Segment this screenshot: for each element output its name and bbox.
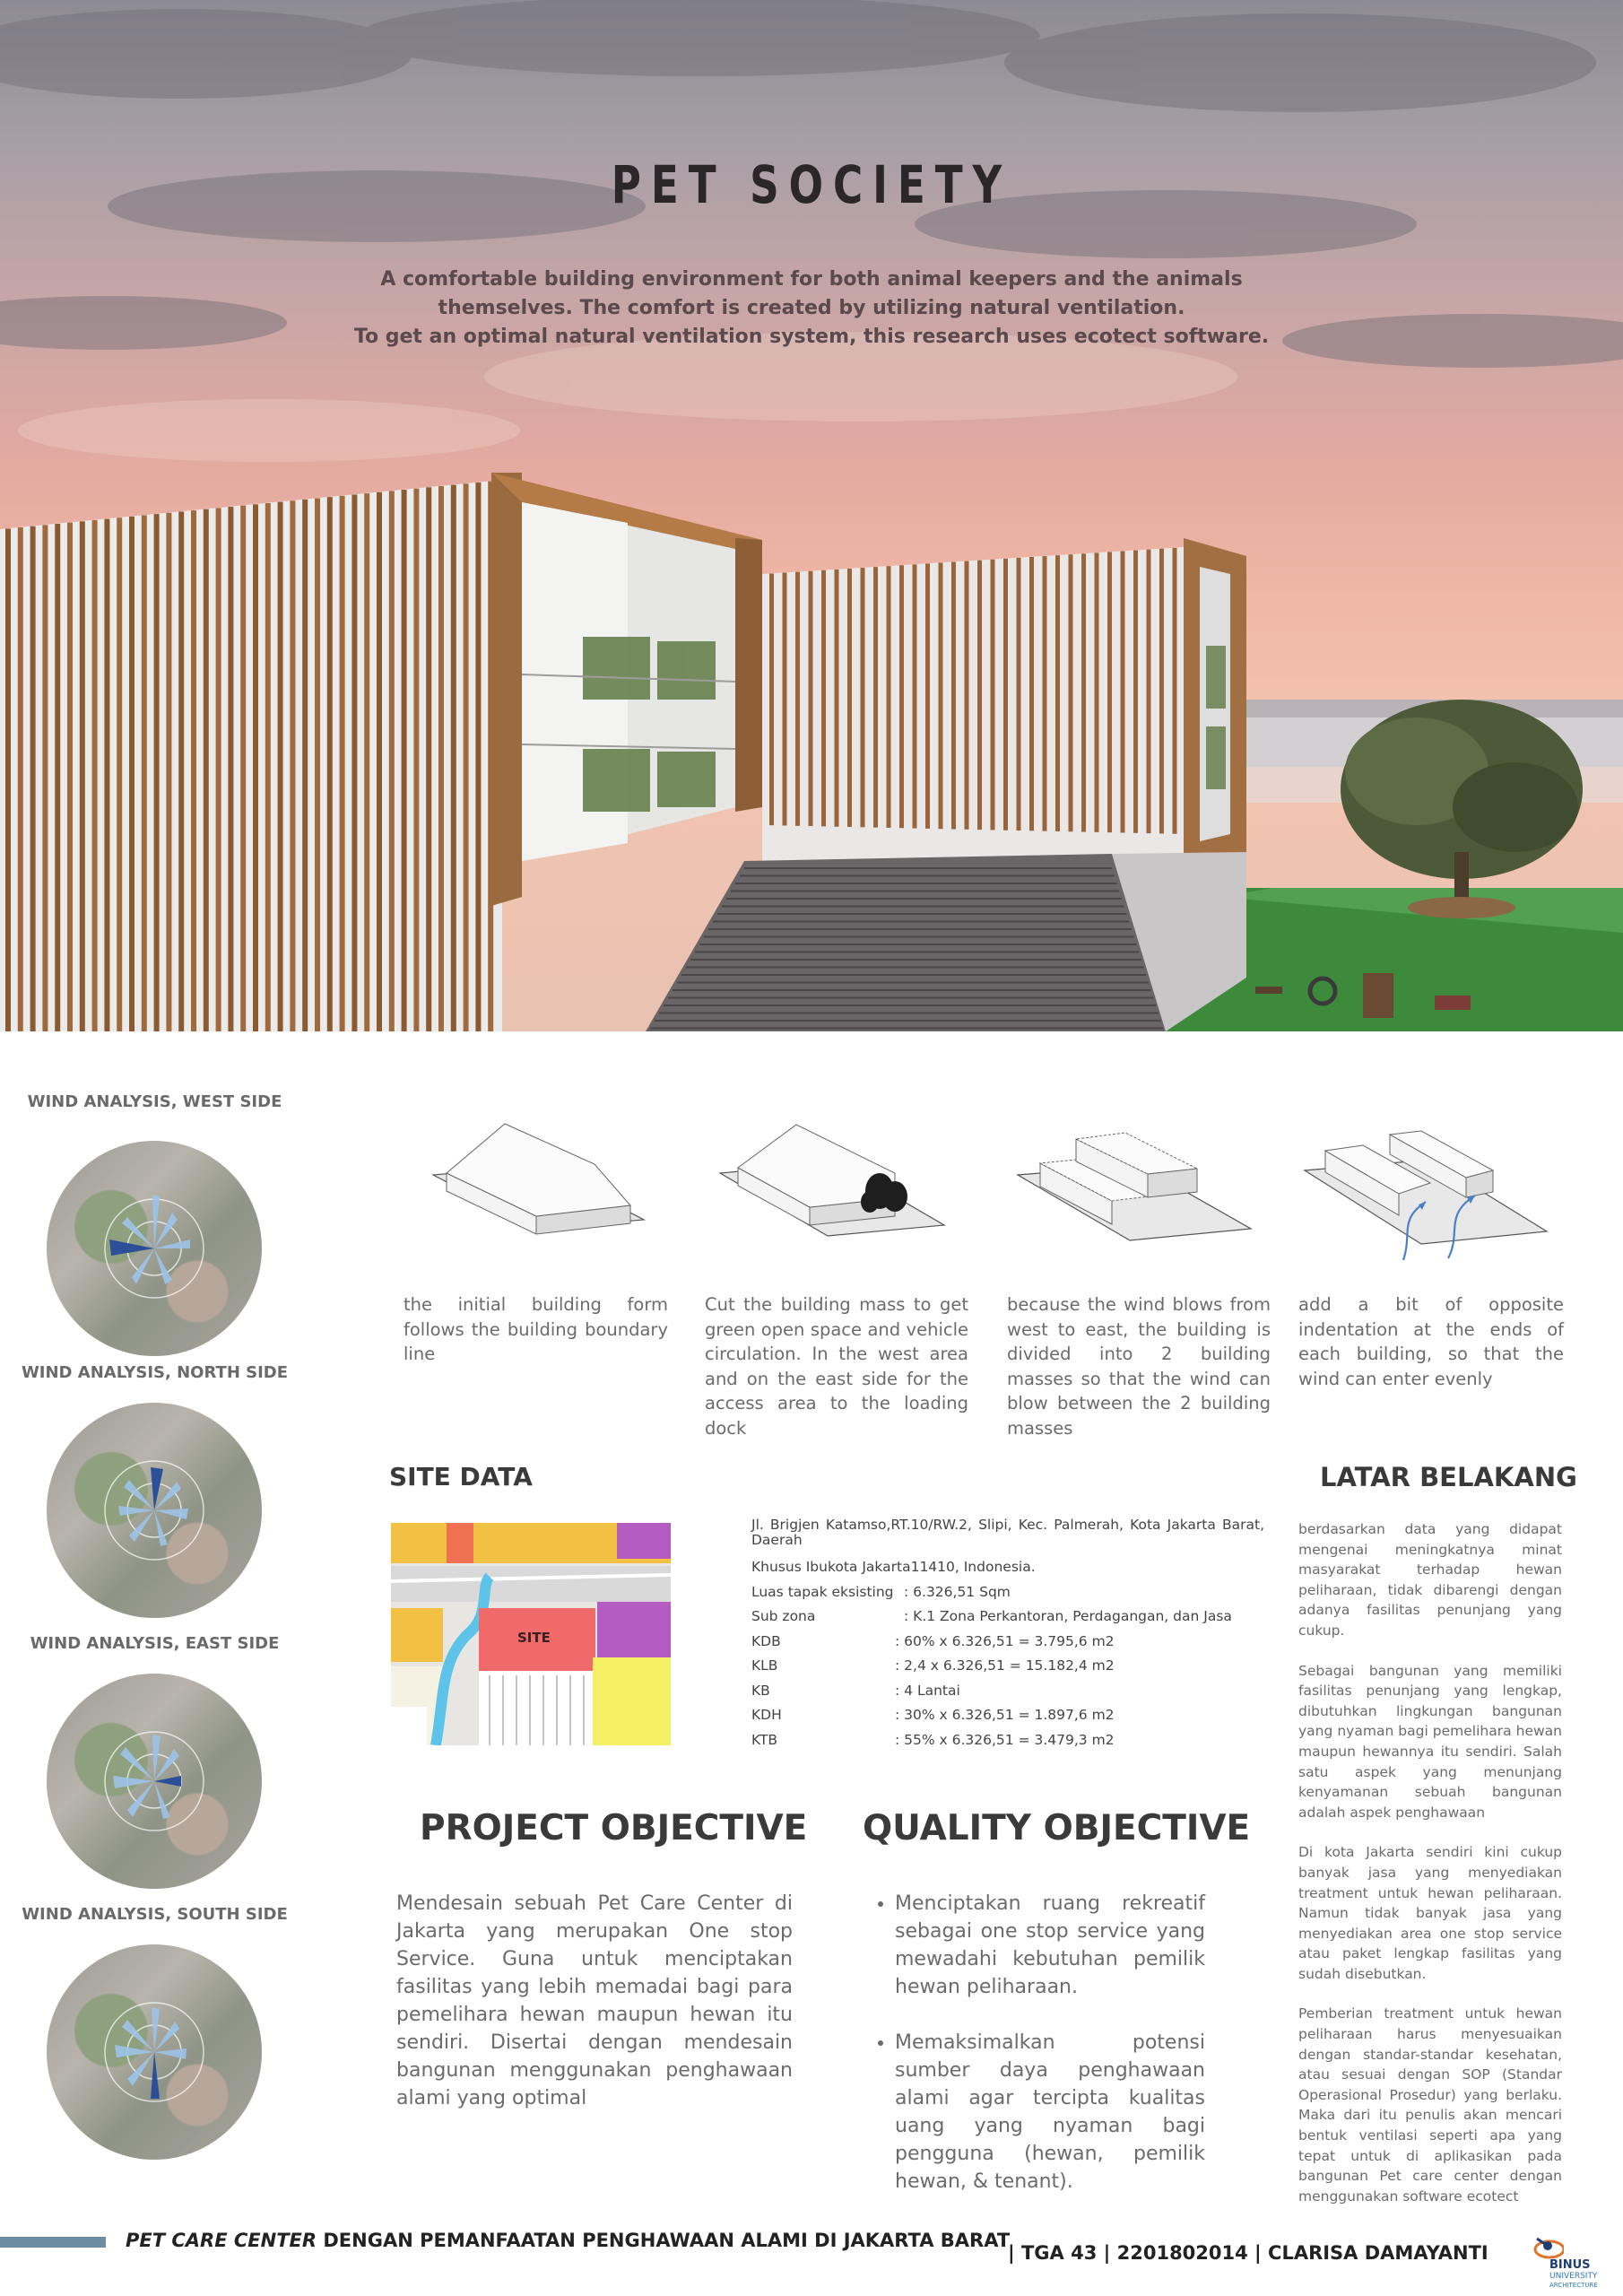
latar-belakang-heading: LATAR BELAKANG bbox=[1320, 1462, 1577, 1492]
site-row-value: : 2,4 x 6.326,51 = 15.182,4 m2 bbox=[895, 1657, 1115, 1674]
wind-rose bbox=[47, 1674, 262, 1889]
accent-bar bbox=[0, 2237, 106, 2248]
site-row-value: : 4 Lantai bbox=[895, 1682, 960, 1699]
site-row bbox=[751, 1728, 1264, 1753]
latar-paragraph: berdasarkan data yang didapat mengenai meningkatnya minat masyarakat terhadap hewan peliharaan, tidak dibarengi dengan adanya fasilitas penunjang yang cukup. bbox=[1298, 1521, 1562, 1639]
wind-rose bbox=[47, 1944, 262, 2160]
site-data-heading: SITE DATA bbox=[389, 1462, 533, 1492]
wind-analysis-north bbox=[18, 1363, 291, 1382]
site-row-value: : 55% x 6.326,51 = 3.479,3 m2 bbox=[895, 1731, 1115, 1748]
wind-rose-map bbox=[47, 1674, 262, 1889]
site-map bbox=[391, 1523, 671, 1745]
project-objective-text: Mendesain sebuah Pet Care Center di Jakarta yang merupakan One stop Service. Guna untuk menciptakan fasilitas yang lebih memadai bagi para pemelihara hewan maupun hewan itu sendiri. Disertai dengan mendesain bangunan menggunakan penghawaan alami yang optimal bbox=[396, 1892, 793, 2109]
hero-subtitle-line: themselves. The comfort is created by utilizing natural ventilation. bbox=[438, 297, 1185, 319]
site-row-key: Sub zona bbox=[751, 1608, 816, 1624]
site-row-key: Luas tapak eksisting bbox=[751, 1583, 894, 1600]
latar-belakang-text bbox=[1298, 1519, 1562, 2226]
site-row-key: KDB bbox=[751, 1632, 781, 1649]
step-description: Cut the building mass to get green open space and vehicle circulation. In the west area and on the east side for the access area to the loading dock bbox=[705, 1294, 968, 1439]
massing-step-1 bbox=[429, 1119, 653, 1245]
site-label: SITE bbox=[517, 1630, 551, 1646]
site-row bbox=[751, 1703, 1264, 1728]
site-row-key: KB bbox=[751, 1682, 770, 1699]
site-row-value: : 30% x 6.326,51 = 1.897,6 m2 bbox=[895, 1707, 1115, 1723]
wind-rose bbox=[47, 1403, 262, 1618]
latar-paragraph: Di kota Jakarta sendiri kini cukup banyak jasa yang menyediakan treatment untuk hewan peliharaan. Namun tidak banyak jasa yang menyediakan area one stop service atau paket lengkap fasilitas yang sudah disebutkan. bbox=[1298, 1844, 1562, 1982]
step-description: add a bit of opposite indentation at the ends of each building, so that the wind can enter evenly bbox=[1298, 1294, 1564, 1389]
wind-title: WIND ANALYSIS, WEST SIDE bbox=[27, 1092, 282, 1111]
wind-rose-map bbox=[47, 1944, 262, 2160]
wind-title: WIND ANALYSIS, SOUTH SIDE bbox=[22, 1905, 288, 1924]
site-row bbox=[751, 1580, 1264, 1605]
site-address-2: Khusus Ibukota Jakarta11410, Indonesia. bbox=[751, 1559, 1036, 1575]
wind-analysis-south bbox=[18, 1905, 291, 1924]
massing-step-2 bbox=[716, 1119, 950, 1249]
footer-title bbox=[126, 2230, 1010, 2251]
site-row-key: KDH bbox=[751, 1707, 782, 1723]
footer-title-rest: DENGAN PEMANFAATAN PENGHAWAAN ALAMI DI JAKARTA BARAT bbox=[317, 2230, 1011, 2251]
project-objective-heading: PROJECT OBJECTIVE bbox=[420, 1808, 808, 1848]
site-row-key: KLB bbox=[751, 1657, 778, 1674]
site-row bbox=[751, 1679, 1264, 1704]
wind-rose-map bbox=[47, 1141, 262, 1356]
page-title: PET SOCIETY bbox=[611, 154, 1012, 215]
massing-step-3 bbox=[1013, 1126, 1255, 1251]
hero-subtitle-line: To get an optimal natural ventilation system, this research uses ecotect software. bbox=[353, 326, 1270, 348]
site-row-value: : 6.326,51 Sqm bbox=[904, 1583, 1011, 1600]
wind-title: WIND ANALYSIS, EAST SIDE bbox=[30, 1634, 280, 1653]
step-description: because the wind blows from west to east, the building is divided into 2 building masses so that the wind can blow between the 2 building masses bbox=[1007, 1294, 1271, 1439]
site-row-value: : 60% x 6.326,51 = 3.795,6 m2 bbox=[895, 1632, 1115, 1649]
quality-objective-list bbox=[866, 1890, 1205, 2223]
wind-rose bbox=[47, 1141, 262, 1356]
site-info bbox=[751, 1518, 1264, 1752]
binus-logo bbox=[1524, 2228, 1610, 2291]
latar-paragraph: Sebagai bangunan yang memiliki fasilitas penunjang yang lengkap, dibutuhkan lingkungan bangunan yang nyaman bagi pemelihara hewan maupun hewannya itu sendiri. Salah satu aspek yang menunjang kenyamanan sebuah bangunan adalah aspek penghawaan bbox=[1298, 1662, 1562, 1821]
quality-objective-item: • Memaksimalkan potensi sumber daya penghawaan alami agar tercipta kualitas uang yang nyaman bagi pengguna (hewan, pemilik hewan, & tenant). bbox=[895, 2029, 1205, 2196]
step-description: the initial building form follows the building boundary line bbox=[404, 1294, 668, 1364]
site-row bbox=[751, 1630, 1264, 1655]
site-row bbox=[751, 1605, 1264, 1630]
site-address: Jl. Brigjen Katamso,RT.10/RW.2, Slipi, Kec. Palmerah, Kota Jakarta Barat, Daerah bbox=[751, 1517, 1264, 1548]
quality-objective-item: • Menciptakan ruang rekreatif sebagai one stop service yang mewadahi kebutuhan pemilik hewan peliharaan. bbox=[895, 1890, 1205, 2001]
logo-line: UNIVERSITY bbox=[1549, 2272, 1598, 2281]
footer-meta: | TGA 43 | 2201802014 | CLARISA DAMAYANTI bbox=[1008, 2242, 1488, 2264]
massing-step-4 bbox=[1300, 1126, 1551, 1260]
footer-title-italic: PET CARE CENTER bbox=[126, 2230, 317, 2251]
quality-objective-heading: QUALITY OBJECTIVE bbox=[863, 1808, 1251, 1848]
wind-title: WIND ANALYSIS, NORTH SIDE bbox=[21, 1363, 289, 1382]
wind-rose-map bbox=[47, 1403, 262, 1618]
site-row-key: KTB bbox=[751, 1731, 778, 1748]
hero-subtitle bbox=[269, 265, 1354, 352]
logo-line: BINUS bbox=[1549, 2258, 1591, 2272]
site-row-value: : K.1 Zona Perkantoran, Perdagangan, dan Jasa bbox=[904, 1608, 1232, 1624]
site-row bbox=[751, 1654, 1264, 1679]
logo-line: ARCHITECTURE bbox=[1549, 2282, 1598, 2289]
logo-emblem-icon bbox=[1528, 2228, 1564, 2260]
wind-analysis-west bbox=[18, 1092, 291, 1111]
latar-paragraph: Pemberian treatment untuk hewan peliharaan harus menyesuaikan dengan standar-standar kesehatan, atau sesuai dengan SOP (Standar Operasional Prosedur) yang berlaku. Maka dari itu penulis akan mencari bentuk ventilasi seperti apa yang tepat untuk di aplikasikan pada bangunan Pet care center dengan menggunakan software ecotect bbox=[1298, 2005, 1562, 2205]
wind-analysis-east bbox=[18, 1634, 291, 1653]
hero-subtitle-line: A comfortable building environment for both animal keepers and the animals bbox=[380, 268, 1243, 291]
hero-render bbox=[0, 0, 1623, 1031]
